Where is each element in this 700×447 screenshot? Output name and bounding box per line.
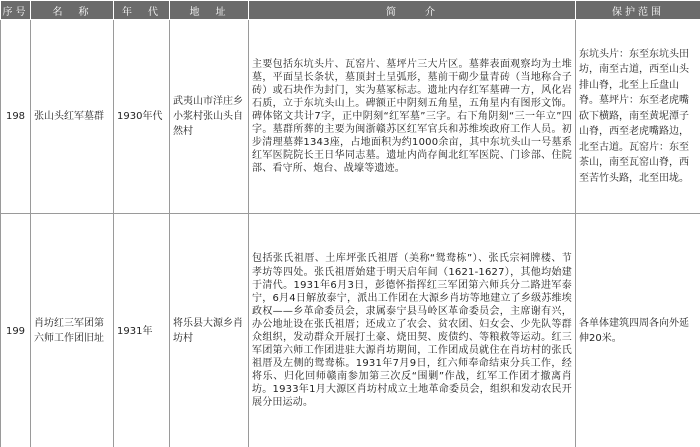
table-row [1, 20, 700, 214]
header-serial: 序号 [1, 1, 31, 20]
header-scope: 保护范围 [576, 1, 700, 20]
row-era: 1931年 [114, 214, 170, 447]
row-name: 肖坊红三军团第六师工作团旧址 [31, 214, 114, 447]
header-address: 地 址 [170, 1, 249, 20]
row-address: 武夷山市洋庄乡小浆村张山头自然村 [170, 20, 249, 214]
row-scope: 东坑头片：东至东坑头田坊，南至古道，西至山头排山脊，北至上丘盘山脊。墓坪片：东至老虎嘴砍下横路，南至黄坭潭子山脊，西至老虎嘴路边，北至古道。瓦窑片：东至茶山，南至瓦窑山脊，西至苦竹头路，北至田垅。 [576, 20, 700, 214]
row-intro: 包括张氏祖厝、土库坪张氏祖厝（美称“鸳鸯栋”）、张氏宗祠牌楼、节孝坊等四处。张氏祖厝始建于明天启年间（1621-1627），其他均始建于清代。1931年6月3日，彭德怀指挥红三军团第六师兵分二路进军泰宁，6月4日解放泰宁，派出工作团在大源乡肖坊等地建立了乡级苏维埃政权——乡革命委员会，隶属泰宁县马岭区革命委员会，主席谢有兴，办公地址设在张氏祖厝；还成立了农会、贫农团、妇女会、少先队等群众组织，发动群众开展打土豪、烧田契、废债约、等粮救等运动。红三军团第六师工作团进驻大源肖坊期间，工作团成员就住在肖坊村的张氏祖厝及左侧的鸳鸯栋。1931年7月9日，红六师奉命结束分兵工作，经将乐、归化回师赣南参加第三次反“围剿”作战，红军工作团才撤离肖坊。1933年1月大源区肖坊村成立土地革命委员会，组织和发动农民开展分田运动。 [249, 214, 576, 447]
row-intro: 主要包括东坑头片、瓦窑片、墓坪片三大片区。墓葬表面观察均为土堆墓，平面呈长条状，墓顶封土呈弧形，墓前干砌少量青砖（当地称合子砖）或石块作为封门，实为墓冢标志。遗址内存红军墓碑一方，风化岩石质，立于东坑头山上。碑额正中阴刻五角星，五角星内有图形文饰。碑体铭文共计7字，正中阴刻“红军墓”三字。右下角阴刻“三一年立”四字。墓群所葬的主要为闽浙赣苏区红军官兵和苏维埃政府工作人员。初步清理墓葬1343座，占地面积为约1000余亩，其中东坑头山一号墓系红军医院院长王日华同志墓。遗址内尚存闽北红军医院、门诊部、住院部、看守所、炮台、战壕等遗迹。 [249, 20, 576, 214]
row-address: 将乐县大源乡肖坊村 [170, 214, 249, 447]
table-header-row [1, 1, 700, 20]
table-row [1, 214, 700, 447]
row-era: 1930年代 [114, 20, 170, 214]
header-name: 名 称 [31, 1, 114, 20]
row-serial: 198 [1, 20, 31, 214]
header-era: 年 代 [114, 1, 170, 20]
row-serial: 199 [1, 214, 31, 447]
header-intro: 简 介 [249, 1, 576, 20]
row-scope: 各单体建筑四周各向外延伸20米。 [576, 214, 700, 447]
row-name: 张山头红军墓群 [31, 20, 114, 214]
